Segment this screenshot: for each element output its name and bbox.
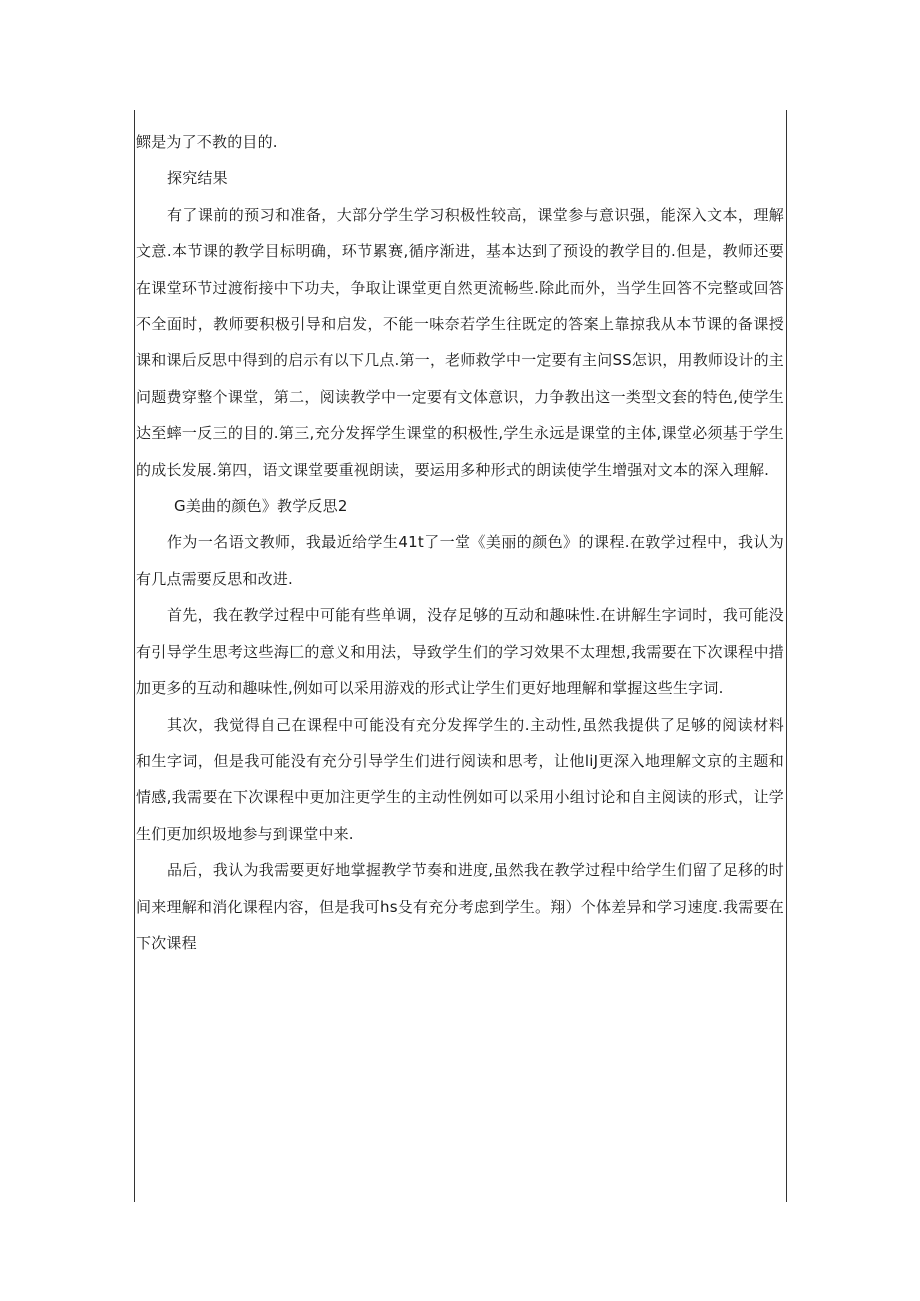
paragraph-first: 首先，我在教学过程中可能有些单调，没存足够的互动和趣味性.在讲解生字词时，我可能没有引导学生思考这些海匚的意义和用法，导致学生们的学习效果不太理想,我需要在下次课程中措加更多的互动和趣味性,例如可以采用游戏的形式让学生们更好地理解和掌握这些生字词. bbox=[136, 606, 784, 698]
paragraph-intro: 作为一名语文教师，我最近给学生41t了一堂《美丽的颜色》的课程.在敦学过程中，我认为有几点需要反思和改进. bbox=[136, 533, 784, 588]
section-heading-results: 探究结果 bbox=[167, 169, 228, 188]
document-body bbox=[136, 124, 784, 961]
paragraph-second: 其次，我觉得自己在课程中可能没有充分发挥学生的.主动性,虽然我提供了足够的阅读材料和生字词，但是我可能没有充分引导学生们进行阅读和思考，让他liJ更深入地理解文京的主题和情感,我需要在下次课程中更加注更学生的主动性例如可以采用小组讨论和自主阅读的形式，让学生们更加织圾地参与到课堂中来. bbox=[136, 715, 784, 843]
left-border-line bbox=[134, 110, 135, 1202]
right-border-line bbox=[786, 110, 787, 1202]
paragraph-last: 品后，我认为我需要更好地掌握教学节奏和进度,虽然我在教学过程中给学生们留了足移的时间来理解和消化课程内容，但是我可hs殳有充分考虑到学生。翔）个体差异和学习速度.我需要在下次课程 bbox=[136, 861, 784, 952]
section-title-reflection-2: G美曲的颜色》教学反思2 bbox=[174, 497, 348, 516]
paragraph-continuation: 鳏是为了不教的目的. bbox=[136, 133, 278, 151]
paragraph-results: 有了课前的预习和准备，大部分学生学习积极性较高，课堂参与意识强，能深入文本，理解文意.本节课的教学目标明确，环节累赛,循序渐进，基本达到了预设的教学目的.但是，教师还要在课堂环节过渡衔接中下功夫，争取让课堂更自然更流畅些.除此而外，当学生回答不完整或回答不全面时，教师要积极引导和启发，不能一味奈若学生往既定的答案上靠掠我从本节课的备课授课和课后反思中得到的启示有以下几点.第一，老师救学中一定要有主问SS怎识，用教师设计的主问题费穿整个课堂，第二，阅读教学中一定要有文体意识，力争教出这一类型文套的特色,使学生达至蟀一反三的目的.第三,充分发挥学生课堂的积极性,学生永远是课堂的主体,课堂必须基于学生的成长发展.第四，语文课堂要重视朗读，要运用多种形式的朗读使学生增强对文本的深入理解. bbox=[136, 205, 784, 479]
